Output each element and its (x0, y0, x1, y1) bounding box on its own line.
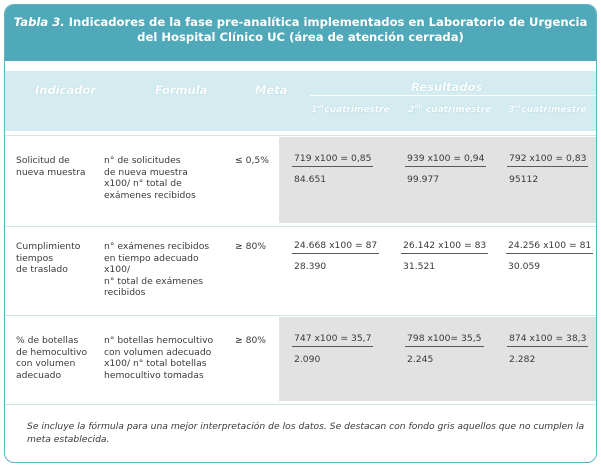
table-title (5, 5, 596, 61)
row-separator (5, 226, 596, 227)
row-3-meta: ≥ 80% (235, 335, 267, 346)
row-2-result-q1: $\frac{24.668 x100 = 87}{28.390}$ (294, 240, 378, 272)
row-3-result-q1: $\frac{747 x100 = 35,7}{2.090}$ (294, 333, 372, 365)
row-1-result-q1: $\frac{719 x100 = 0,85}{84.651}$ (294, 153, 372, 185)
header-indicador: Indicador (35, 83, 97, 97)
table-frame (4, 4, 597, 463)
title-line-1: Indicadores de la fase pre-analítica implementados en Laboratorio de Urgencia (64, 15, 588, 29)
row-2-formula: n° exámenes recibidos en tiempo adecuado x100/ n° total de exámenes recibidos (104, 241, 210, 298)
row-separator (5, 404, 596, 405)
header-formula: Fórmula (155, 83, 208, 97)
header-q1: 1ercuatrimestre (311, 103, 390, 115)
row-1-indicator: Solicitud de nueva muestra (16, 155, 86, 178)
row-3-formula: n° botellas hemocultivo con volumen adecuado x100/ n° total botellas hemocultivo tomadas (104, 335, 214, 381)
header-resultados: Resultados (411, 80, 483, 94)
row-3-result-q3: $\frac{874 x100 = 38,3}{2.282}$ (509, 333, 587, 365)
row-1-formula: n° de solicitudes de nueva muestra x100/ n° total de exámenes recibidos (104, 155, 196, 201)
table-header (5, 71, 596, 131)
header-q2: $2^{do}$ cuatrimestre (408, 103, 492, 115)
row-2-result-q2: $\frac{26.142 x100 = 83}{31.521}$ (403, 240, 487, 272)
table-footnote: Se incluye la fórmula para una mejor interpretación de los datos. Se destacan con fondo gris aquellos que no cumplen la meta establecida. (27, 421, 585, 445)
row-3-result-q2: $\frac{798 x100= 35,5}{2.245}$ (407, 333, 482, 365)
title-line-2: del Hospital Clínico UC (área de atención cerrada) (137, 30, 464, 44)
row-separator (5, 135, 596, 136)
header-divider (310, 95, 596, 96)
row-separator (5, 315, 596, 316)
row-1-meta: ≤ 0,5% (235, 155, 269, 166)
row-2-result-q3: $\frac{24.256 x100 = 81}{30.059}$ (508, 240, 592, 272)
table-number: Tabla 3. (13, 15, 65, 29)
row-2-indicator: Cumplimiento tiempos de traslado (16, 241, 81, 275)
row-1-result-q3: $\frac{792 x100 = 0,83}{95112}$ (509, 153, 587, 185)
row-1-result-q2: $\frac{939 x100 = 0,94}{99.977}$ (407, 153, 485, 185)
row-2-meta: ≥ 80% (235, 241, 267, 252)
header-meta: Meta (255, 83, 288, 97)
row-3-indicator: % de botellas de hemocultivo con volumen adecuado (16, 335, 88, 381)
header-q3: 3ercuatrimestre (508, 103, 587, 115)
